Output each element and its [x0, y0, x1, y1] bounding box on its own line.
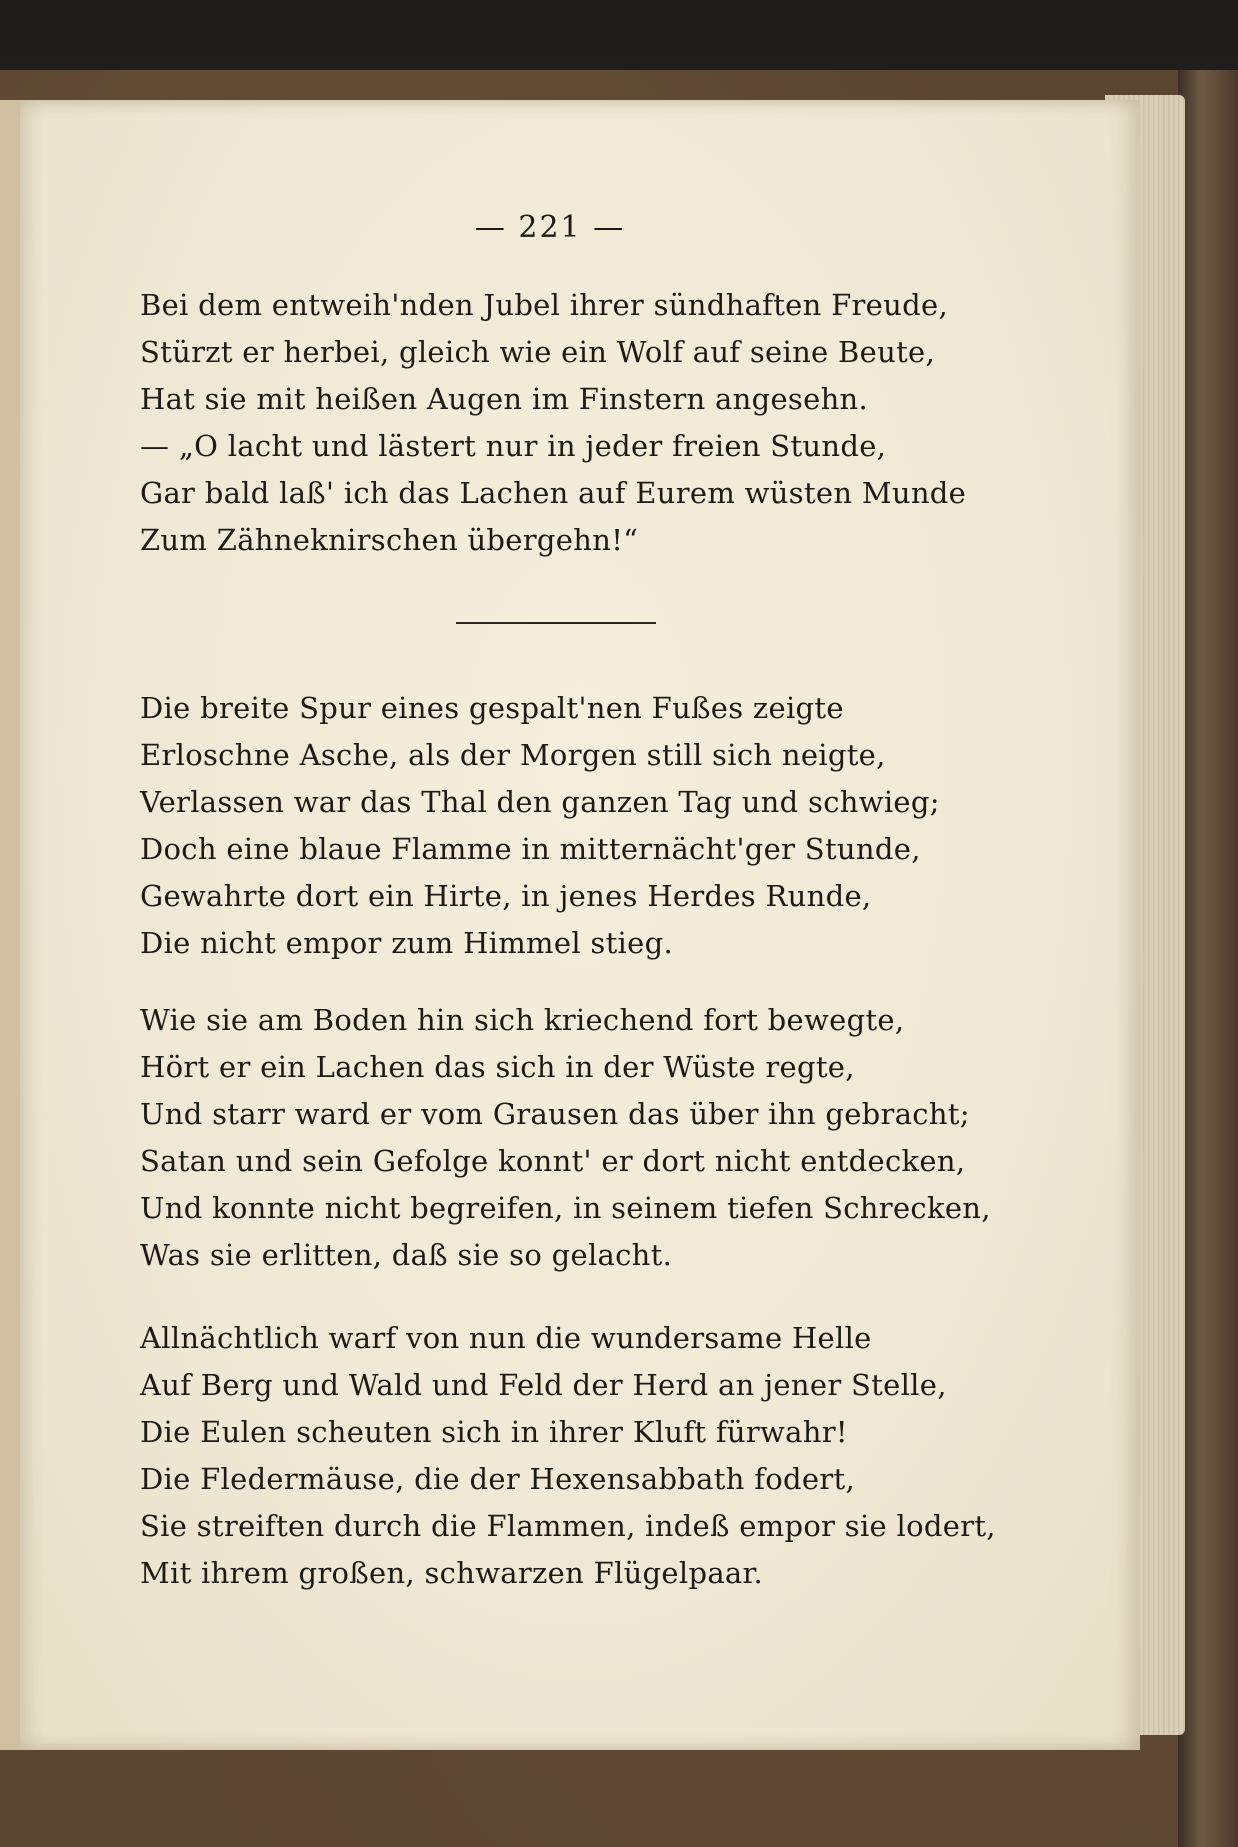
stanza-4: [140, 1315, 1010, 1597]
verse-line: Gewahrte dort ein Hirte, in jenes Herdes Runde,: [140, 879, 872, 913]
verse-line: Erloschne Asche, als der Morgen still sich neigte,: [140, 738, 886, 772]
verse-line: Mit ihrem großen, schwarzen Flügelpaar.: [140, 1556, 763, 1590]
section-divider: [456, 622, 656, 624]
verse-line: Sie streiften durch die Flammen, indeß empor sie lodert,: [140, 1509, 996, 1543]
verse-line: Die breite Spur eines gespalt'nen Fußes zeigte: [140, 691, 844, 725]
page-number: — 221 —: [474, 210, 626, 245]
facing-page-edge: [0, 100, 22, 1750]
stanza-1: [140, 282, 1010, 564]
verse-line: Wie sie am Boden hin sich kriechend fort bewegte,: [140, 1003, 905, 1037]
stanza-3: [140, 997, 1010, 1279]
verse-line: Doch eine blaue Flamme in mitternächt'ger Stunde,: [140, 832, 921, 866]
verse-line: Gar bald laß' ich das Lachen auf Eurem wüsten Munde: [140, 476, 967, 510]
verse-line: Bei dem entweih'nden Jubel ihrer sündhaften Freude,: [140, 288, 948, 322]
verse-line: Zum Zähneknirschen übergehn!“: [140, 523, 639, 557]
verse-line: Die nicht empor zum Himmel stieg.: [140, 926, 673, 960]
verse-line: Die Fledermäuse, die der Hexensabbath fodert,: [140, 1462, 855, 1496]
verse-line: Verlassen war das Thal den ganzen Tag und schwieg;: [140, 785, 940, 819]
verse-line: Satan und sein Gefolge konnt' er dort nicht entdecken,: [140, 1144, 966, 1178]
verse-line: — „O lacht und lästert nur in jeder freien Stunde,: [140, 429, 887, 463]
verse-line: Was sie erlitten, daß sie so gelacht.: [140, 1238, 673, 1272]
verse-line: Die Eulen scheuten sich in ihrer Kluft fürwahr!: [140, 1415, 848, 1449]
verse-line: Stürzt er herbei, gleich wie ein Wolf auf seine Beute,: [140, 335, 936, 369]
verse-line: Und starr ward er vom Grausen das über ihn gebracht;: [140, 1097, 970, 1131]
verse-line: Allnächtlich warf von nun die wundersame Helle: [140, 1321, 872, 1355]
book-cover-edge: [1178, 70, 1238, 1847]
stanza-2: [140, 685, 1010, 967]
verse-line: Und konnte nicht begreifen, in seinem tiefen Schrecken,: [140, 1191, 991, 1225]
verse-line: Hört er ein Lachen das sich in der Wüste regte,: [140, 1050, 855, 1084]
verse-line: Hat sie mit heißen Augen im Finstern angesehn.: [140, 382, 869, 416]
verse-line: Auf Berg und Wald und Feld der Herd an jener Stelle,: [140, 1368, 947, 1402]
